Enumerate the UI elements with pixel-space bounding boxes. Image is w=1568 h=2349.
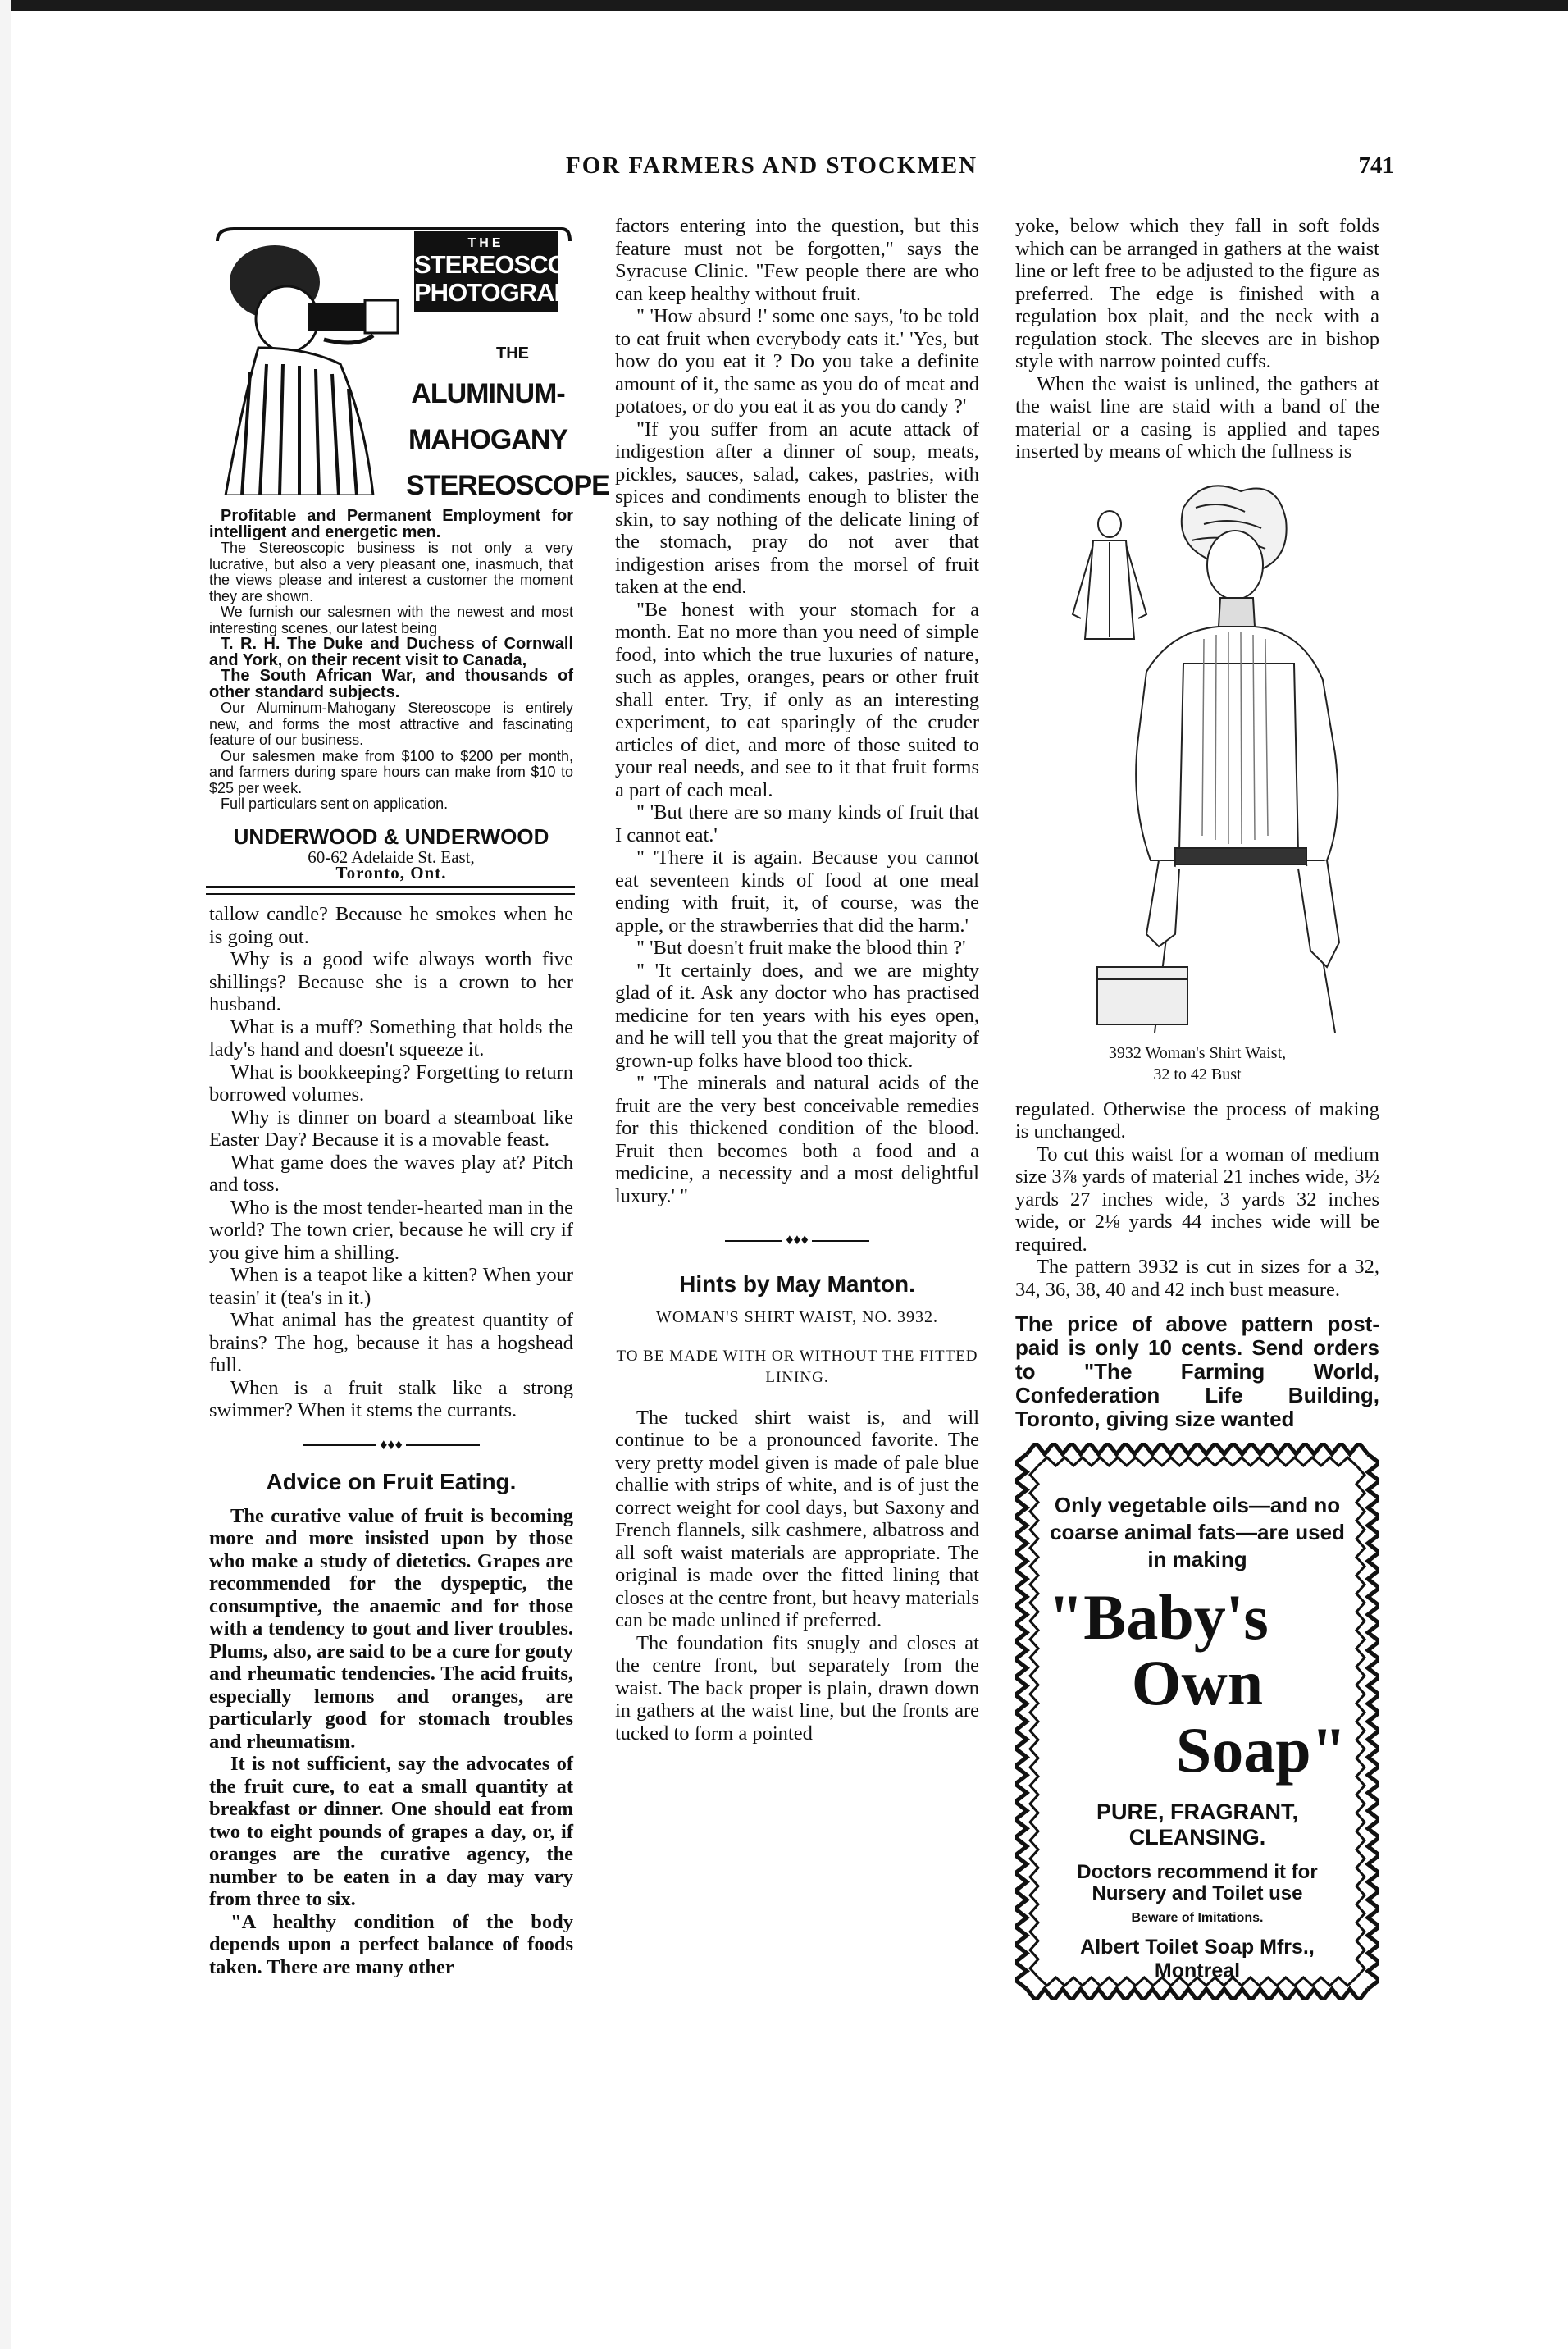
ad-paragraph: Our Aluminum-Mahogany Stereoscope is entirely new, and forms the most attractive and fascinating feature of our business. bbox=[209, 700, 573, 748]
manton-article-end bbox=[1015, 1098, 1379, 1302]
product-line: ALUMINUM- bbox=[411, 378, 565, 409]
soap-beware: Beware of Imitations. bbox=[1131, 1911, 1264, 1925]
article-paragraph: To cut this waist for a woman of medium size 3⅞ yards of material 21 inches wide, 3½ yards 27 inches wide, 3 yards 32 inches wide, or 2⅛ yards 44 inches wide will be required. bbox=[1015, 1143, 1379, 1256]
ad-paragraph: T. R. H. The Duke and Duchess of Cornwall and York, on their recent visit to Canada, bbox=[209, 635, 573, 669]
riddle: When is a teapot like a kitten? When your teasin' it (tea's in it.) bbox=[209, 1264, 573, 1309]
banner-line2: PHOTOGRAPH bbox=[414, 278, 588, 307]
zigzag-border-segment bbox=[1030, 1466, 1038, 1977]
article-title: Hints by May Manton. bbox=[679, 1270, 915, 1297]
firm-name: UNDERWOOD & UNDERWOOD bbox=[233, 823, 549, 849]
riddle: tallow candle? Because he smokes when he is going out. bbox=[209, 903, 573, 948]
stereoscope-advertisement bbox=[209, 215, 609, 892]
article-paragraph: " 'But there are so many kinds of fruit that I cannot eat.' bbox=[615, 801, 979, 846]
article-paragraph: " 'But doesn't fruit make the blood thin ?' bbox=[636, 937, 966, 959]
firm-address: 60-62 Adelaide St. East, bbox=[308, 846, 475, 867]
article-paragraph: regulated. Otherwise the process of making is unchanged. bbox=[1015, 1097, 1379, 1143]
pattern-subtitle: WOMAN'S SHIRT WAIST, NO. 3932. bbox=[655, 1308, 939, 1326]
ad-paragraph: We furnish our salesmen with the newest and most interesting scenes, our latest being bbox=[209, 604, 573, 636]
riddle: Why is dinner on board a steamboat like Easter Day? Because it is a movable feast. bbox=[209, 1106, 573, 1151]
scan-edge-left bbox=[0, 0, 11, 2349]
column-1 bbox=[209, 215, 609, 1978]
article-paragraph: The foundation fits snugly and closes at the centre front, but separately from the waist. The back proper is plain, drawn down in gathers at the waist line, but the fronts are tucked to form a pointed bbox=[615, 1631, 979, 1745]
section-ornament: ♦♦♦ bbox=[615, 1229, 979, 1252]
caption-line: 32 to 42 Bust bbox=[1153, 1065, 1242, 1083]
product-line: MAHOGANY bbox=[408, 424, 568, 455]
page-number: 741 bbox=[1358, 153, 1394, 179]
soap-maker: Albert Toilet Soap Mfrs., Montreal bbox=[1080, 1936, 1315, 1982]
article-paragraph: The curative value of fruit is becoming more and more insisted upon by those who make a study of dietetics. Grapes are recommended for the dyspeptic, the consumptive, the anaemic and for those with a tendency to gout and liver troubles. Plums, also, are said to be a cure for gouty and rheumatic tendencies. The acid fruits, especially lemons and oranges, are particularly good for stomach troubles and rheumatism. bbox=[209, 1504, 573, 1753]
article-paragraph: " 'It certainly does, and we are mighty glad of it. Ask any doctor who has practised medicine for ten years with his eyes open, and he will tell you that the great majority of grown-up folks have blood too thick. bbox=[615, 959, 979, 1072]
riddles bbox=[209, 903, 573, 1422]
ad-paragraph: Our salesmen make from $100 to $200 per month, and farmers during spare hours can make from $10 to $25 per week. bbox=[209, 747, 573, 796]
shirt-waist-figure bbox=[1015, 475, 1379, 1098]
riddle: When is a fruit stalk like a strong swimmer? When it stems the currants. bbox=[209, 1376, 573, 1421]
ad-paragraph: Profitable and Permanent Employment for intelligent and energetic men. bbox=[209, 507, 573, 541]
firm-city: Toronto, Ont. bbox=[335, 863, 447, 883]
manton-article-continued bbox=[1015, 215, 1379, 463]
article-paragraph: " 'The minerals and natural acids of the fruit are the very best conceivable remedies for this thickened condition of the blood. Fruit then becomes both a food and a medicine, a necessity and a most delightful luxury.' " bbox=[615, 1072, 979, 1207]
soap-brand-word: "Baby's bbox=[1048, 1581, 1269, 1653]
riddle: What is a muff? Something that holds the lady's hand and doesn't squeeze it. bbox=[209, 1015, 573, 1060]
ad-body bbox=[209, 509, 573, 882]
article-paragraph: " 'How absurd !' some one says, 'to be told to eat fruit when everybody eats it.' 'Yes, but how do you eat it ? Do you take a definite amount of it, the same as you do of meat and potatoes, or do you eat it as you do candy ?' bbox=[615, 305, 979, 417]
figure-caption bbox=[1015, 1042, 1379, 1085]
shirt-waist-illustration bbox=[1015, 475, 1379, 1033]
soap-intro: Only vegetable oils—and no coarse animal fats—are used in making bbox=[1050, 1493, 1345, 1571]
soap-ad-content bbox=[1048, 1476, 1347, 1983]
article-paragraph: " 'There it is again. Because you cannot eat seventeen kinds of food at one meal ending with fruit, it, of course, was the apple, or the strawberries that did the harm.' bbox=[615, 846, 979, 937]
article-paragraph: When the waist is unlined, the gathers at the waist line are staid with a band of the material or a casing is applied and tapes inserted by means of which the fullness is bbox=[1015, 372, 1379, 463]
ad-paragraph: Full particulars sent on application. bbox=[221, 796, 449, 812]
banner-line1: STEREOSCOPIC bbox=[414, 250, 607, 279]
article-paragraph: factors entering into the question, but this feature must not be forgotten," says the Syracuse Clinic. "Few people there are who can keep healthy without fruit. bbox=[615, 215, 979, 305]
section-ornament: ♦♦♦ bbox=[209, 1434, 573, 1457]
banner-the: THE bbox=[467, 236, 504, 250]
stereoscopic-photograph-banner bbox=[414, 231, 607, 312]
caption-line: 3932 Woman's Shirt Waist, bbox=[1108, 1043, 1287, 1062]
zigzag-border-segment bbox=[1027, 1989, 1368, 2000]
manton-article-body bbox=[615, 1407, 979, 1745]
article-paragraph: yoke, below which they fall in soft folds which can be arranged in gathers at the waist line or left free to be adjusted to the figure as preferred. The edge is finished with a regulation box plait, and the neck with a regulation stock. The sleeves are in bishop style with narrow pointed cuffs. bbox=[1015, 215, 1379, 372]
article-title: Advice on Fruit Eating. bbox=[266, 1469, 517, 1494]
article-paragraph: "A healthy condition of the body depends upon a perfect balance of foods taken. There are many other bbox=[209, 1910, 573, 1978]
pattern-price-notice: The price of above pattern post-paid is only 10 cents. Send orders to "The Farming World, Confederation Life Building, Toronto, giving size wanted bbox=[1015, 1311, 1379, 1431]
fruit-article-body bbox=[209, 1505, 573, 1979]
ad-paragraph: The Stereoscopic business is not only a very lucrative, but also a very pleasant one, inasmuch, that the views please and interest a customer the moment they are shown. bbox=[209, 540, 573, 604]
fruit-article-continued bbox=[615, 215, 979, 1207]
soap-tagline: PURE, FRAGRANT, CLEANSING. bbox=[1096, 1799, 1298, 1850]
article-paragraph: The pattern 3932 is cut in sizes for a 32, 34, 36, 38, 40 and 42 inch bust measure. bbox=[1015, 1256, 1379, 1301]
babys-own-soap-advertisement bbox=[1015, 1443, 1379, 2000]
zigzag-border-segment bbox=[1015, 1454, 1027, 1989]
riddle: Why is a good wife always worth five shillings? Because she is a crown to her husband. bbox=[209, 948, 573, 1015]
soap-brand-word: Soap" bbox=[1175, 1714, 1347, 1786]
article-paragraph: "If you suffer from an acute attack of indigestion after a dinner of soup, meats, pickles, sauces, salad, cakes, pastries, with spices and condiments enough to blister the skin, to say nothing of the delicate lining of the stomach, pray do not aver that indigestion arises from the morsel of fruit taken at the end. bbox=[615, 417, 979, 598]
column-2 bbox=[615, 215, 979, 1745]
soap-recommendation: Doctors recommend it for Nursery and Toilet use bbox=[1077, 1861, 1318, 1904]
riddle: What animal has the greatest quantity of brains? The hog, because it has a hogshead full. bbox=[209, 1309, 573, 1376]
double-rule bbox=[206, 886, 575, 895]
ad-paragraph: The South African War, and thousands of other standard subjects. bbox=[209, 667, 573, 701]
pattern-note: TO BE MADE WITH OR WITHOUT THE FITTED LINING. bbox=[616, 1347, 978, 1386]
scan-edge-top bbox=[0, 0, 1568, 11]
riddle: What is bookkeeping? Forgetting to return borrowed volumes. bbox=[209, 1060, 573, 1106]
zigzag-border-segment bbox=[1356, 1466, 1365, 1977]
article-paragraph: It is not sufficient, say the advocates of the fruit cure, to eat a small quantity at breakfast or dinner. One should eat from two to eight pounds of grapes a day, or, if oranges are the curative agency, the number to be eaten in a day may vary from three to six. bbox=[209, 1753, 573, 1910]
zigzag-border-segment bbox=[1368, 1454, 1379, 1989]
soap-brand-word: Own bbox=[1131, 1647, 1264, 1718]
ad-the: THE bbox=[496, 344, 529, 363]
product-name bbox=[406, 371, 609, 509]
page-header bbox=[205, 153, 1394, 189]
article-paragraph: "Be honest with your stomach for a month. Eat no more than you need of simple food, into which the true luxuries of nature, such as apples, oranges, pears or other fruit shall enter. Try, if only as an interesting experiment, to eat sparingly of the cruder articles of diet, and more of those suited to your real needs, and see to it that fruit forms a part of each meal. bbox=[615, 598, 979, 801]
riddle: What game does the waves play at? Pitch and toss. bbox=[209, 1151, 573, 1196]
column-3 bbox=[1015, 215, 1379, 2000]
article-paragraph: The tucked shirt waist is, and will continue to be a pronounced favorite. The very pretty model given is made of pale blue challie with strips of white, and is of just the correct weight for cool days, but Saxony and French flannels, silk cashmere, albatross and all soft waist materials are appropriate. The original is made over the fitted lining that closes at the centre front, but heavy materials can be made unlined if preferred. bbox=[615, 1406, 979, 1631]
zigzag-border-segment bbox=[1027, 1443, 1368, 1454]
product-line: STEREOSCOPE bbox=[406, 470, 609, 501]
zigzag-border-segment bbox=[1038, 1457, 1356, 1466]
riddle: Who is the most tender-hearted man in the world? The town crier, because he will cry if you give him a shilling. bbox=[209, 1196, 573, 1264]
running-title: FOR FARMERS AND STOCKMEN bbox=[566, 153, 978, 179]
